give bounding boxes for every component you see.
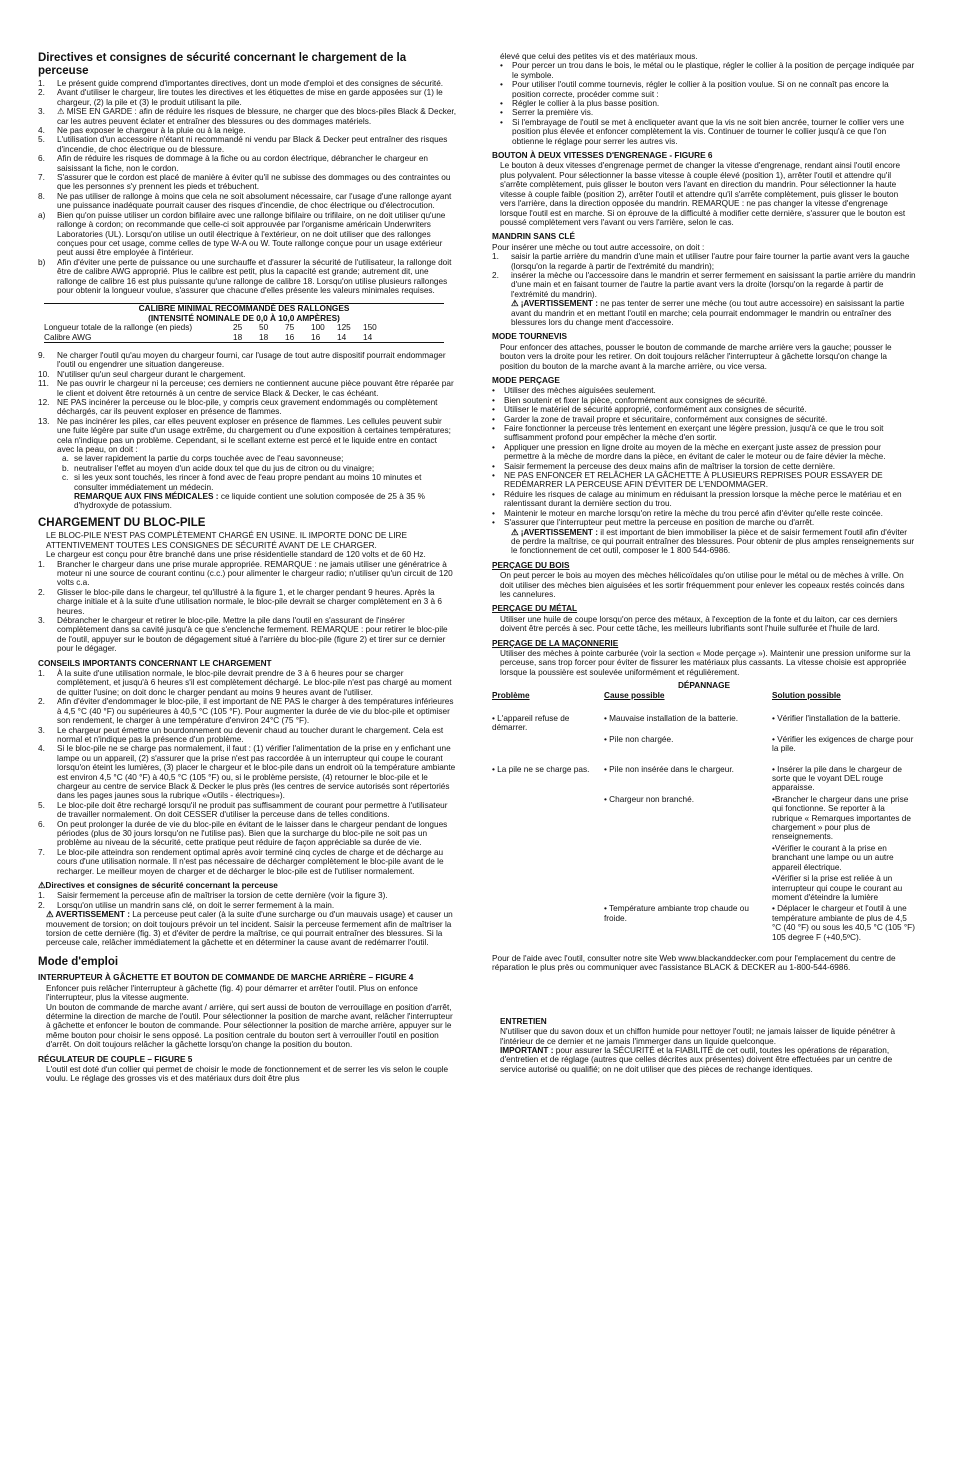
table-cell: 25 [233, 323, 243, 333]
troubleshooting-title: DÉPANNAGE [677, 681, 731, 691]
item-text: Ne charger l'outil qu'au moyen du chargeur fourni, car l'usage de tout autre dispositif pourrait endommager l'outil ou engendrer une situation dangereuse. [57, 350, 446, 370]
item-number: 1. [38, 559, 45, 569]
screwdriver-title: MODE TOURNEVIS [492, 332, 568, 342]
item-number: b. [62, 463, 69, 473]
bullet-icon: • [500, 80, 503, 90]
item-text: Glisser le bloc-pile dans le chargeur, tel qu'illustré à la figure 1, et le charger pendant 9 heures. Après la charge initiale et à la suite d'une utilisation normale, le bloc-pile devrait se charger complètement en 3 à 6 heures. [57, 587, 442, 616]
item-text: si les yeux sont touchés, les rincer à fond avec de l'eau propre pendant au moins 10 minutes et consulter immédiatement un médecin. [74, 473, 422, 492]
drilling-bullets [492, 386, 916, 527]
list-item [38, 398, 456, 417]
torque-paragraph: L'outil est doté d'un collier qui permet de choisir le mode de fonctionnement et de serrer les vis selon le couple voulu. Le réglage des grosses vis et des matériaux durs doit être plus [46, 1065, 449, 1084]
charging-safety-list [38, 79, 456, 295]
important-label: IMPORTANT : [500, 1045, 554, 1055]
list-item [38, 370, 456, 379]
item-text: se laver rapidement la partie du corps touchée avec de l'eau savonneuse; [74, 454, 344, 464]
bullet-text: Utiliser des mèches aiguisées seulement. [504, 386, 656, 396]
bullet-item [492, 386, 916, 395]
tips-title: CONSEILS IMPORTANTS CONCERNANT LE CHARGEMENT [38, 658, 272, 668]
list-item [38, 588, 456, 616]
bullet-item [492, 415, 916, 424]
row-label: Longueur totale de la rallonge (en pieds) [44, 323, 193, 333]
wood-paragraph: On peut percer le bois au moyen des mèches hélicoïdales qu'on utilise pour le métal ou de mèches à vrille. On doit utiliser des mèches bien aiguisées et les sortir fréquemment pour enlever les copeaux restés coincés dans les cannelures. [500, 571, 905, 599]
bullet-text: Saisir fermement la perceuse des deux mains afin de maîtriser la torsion de cette dernière. [504, 461, 836, 471]
list-item [38, 560, 456, 588]
table-cell: 75 [285, 323, 295, 333]
bullet-icon: • [492, 395, 495, 405]
bullet-icon: • [492, 405, 495, 415]
bullet-item [500, 80, 916, 99]
item-text: NE PAS incinérer la perceuse ou le bloc-pile, y compris ceux gravement endommagés ou complètement déchargés, car ils peuvent exploser en présence de flammes. [57, 398, 438, 417]
warning-label: ⚠ ¡AVERTISSEMENT : [511, 527, 598, 537]
charging-safety-title: Directives et consignes de sécurité concernant le chargement de la perceuse [38, 52, 407, 77]
list-item [38, 801, 456, 820]
bullet-icon: • [492, 518, 495, 528]
bullet-item [500, 118, 916, 146]
item-number: 4. [38, 126, 45, 136]
solution-cell: • Insérer la pile dans le chargeur de sorte que le voyant DEL rouge apparaisse. [772, 764, 902, 793]
list-item [38, 820, 456, 848]
item-text: À la suite d'une utilisation normale, le bloc-pile devrait prendre de 3 à 6 heures pour se charger complètement, et jusqu'à 6 heures s'il est complètement déchargé. Le bloc-pile n'est pas chargé au moment de quitter l'usine; on doit donc le charger pendant au moins 9 heures avant de l'utiliser. [57, 669, 452, 697]
chuck-intro: Pour insérer une mèche ou tout autre accessoire, on doit : [492, 242, 705, 252]
bullet-item [492, 490, 916, 509]
bullet-item [492, 471, 916, 490]
chuck-steps [492, 252, 916, 299]
list-item [38, 669, 456, 697]
cause-cell: • Mauvaise installation de la batterie. [604, 714, 739, 723]
metal-paragraph: Utiliser une huile de coupe lorsqu'on perce des métaux, à l'exception de la fonte et du laiton, car ces derniers doivent être percés à sec. Pour cette tâche, les meilleurs lubrifiants sont l'huile sulfurée et l'huile de lard. [500, 614, 898, 634]
item-text: On peut prolonger la durée de vie du bloc-pile en évitant de le laisser dans le chargeur pendant de longues périodes (plus de 30 jours lorsqu'on ne l'utilise pas). Bien que la surcharge du bloc-pile ne soit pas un problème au niveau de la sécurité, cette pratique peut réduire de façon appréciable sa durée de vie. [57, 819, 448, 848]
medical-note [38, 492, 456, 511]
list-item [492, 271, 916, 299]
bullet-icon: • [492, 508, 495, 518]
table-cell: 125 [337, 323, 351, 333]
wood-title: PERÇAGE DU BOIS [492, 560, 570, 570]
item-text: ⚠ MISE EN GARDE : afin de réduire les risques de blessure, ne charger que des blocs-piles Black & Decker, car les autres peuvent éclater et entraîner des blessures ou des dommages matériels. [57, 107, 456, 126]
item-text: Le bloc-pile atteindra son rendement optimal après avoir terminé cinq cycles de charge et de décharge au cours d'une utilisation normale. Il n'est pas nécessaire de décharger complètement le bloc-pile avant de le recharger. Le meilleur moyen de charger et de décharger le bloc-pile est de l'utiliser normalement. [57, 847, 444, 876]
table-cell: 18 [259, 332, 269, 342]
bullet-item [500, 61, 916, 80]
bullet-text: Appliquer une pression en ligne droite au moyen de la mèche en exerçant juste assez de pression pour permettre à la mèche de mordre dans la pièce, en évitant de caler le moteur ou de faire dévier la mèche. [504, 442, 886, 462]
item-number: 11. [38, 379, 49, 389]
list-item [38, 351, 456, 370]
item-number: 13. [38, 416, 50, 426]
table-row [44, 333, 444, 342]
item-text: Afin d'éviter une perte de puissance ou une surchauffe et d'assurer la sécurité de l'utilisateur, la rallonge doit être de calibre AWG approprié. Plus le calibre est petit, plus la capacité est grande; autrement dit, une rallonge de calibre 16 est plus puissante qu'une rallonge de calibre 18. Lorsqu'on utilise plusieurs rallonges pour obtenir la longueur voulue, s'assurer que chacune d'elles présente les valeurs minimales requises. [57, 257, 452, 295]
bullet-text: Utiliser le matériel de sécurité approprié, conformément aux consignes de sécurité. [504, 405, 807, 415]
bullet-text: Si l'embrayage de l'outil se met à encliqueter avant que la vis ne soit bien ancrée, tourner le collier vers une position plus élevée et enfoncer complètement la vis. Continuer de tourner le collier jusqu'à ce que l'on obtienne le réglage pour serrer les autres vis. [512, 117, 905, 146]
item-number: 10. [38, 369, 50, 379]
list-item [38, 697, 456, 725]
item-number: b) [38, 257, 46, 267]
right-column [492, 52, 916, 1074]
item-text: Ne pas utiliser de rallonge à moins que cela ne soit absolument nécessaire, car l'usage d'une rallonge ayant une puissance inadéquate pourrait causer des risques d'incendie, de choc électrique ou d'électrocution. [57, 191, 452, 211]
list-item [38, 848, 456, 876]
table-cell: 50 [259, 323, 269, 333]
warning-label: ⚠ ¡AVERTISSEMENT : [511, 299, 598, 309]
skin-contact-steps [38, 454, 456, 492]
item-number: 9. [38, 350, 45, 360]
left-column [38, 52, 456, 1084]
bullet-item [492, 424, 916, 443]
bullet-text: Maintenir le moteur en marche lorsqu'on retire la mèche du trou percé afin d'éviter qu'elle reste coincée. [504, 508, 883, 518]
solution-cell: • Déplacer le chargeur et l'outil à une température ambiante de plus de 4,5 °C (40 °F) ou sous les 40,5 °C (105 °F) 105 degree F (+40,5ºC). [772, 904, 915, 942]
table-cell: 18 [233, 332, 243, 342]
col-solution: Solution possible [772, 690, 841, 700]
list-item [38, 464, 456, 473]
maintenance-title: ENTRETIEN [500, 1016, 547, 1026]
list-item [38, 211, 456, 258]
item-number: 5. [38, 800, 45, 810]
item-number: 2. [38, 900, 45, 910]
item-text: saisir la partie arrière du mandrin d'une main et utiliser l'autre pour faire tourner la partie avant vers la gauche (lorsqu'on la regarde à partir de l'extrémité du mandrin); [511, 252, 910, 271]
torque-bullets [492, 61, 916, 146]
list-item [492, 252, 916, 271]
cause-cell: • Chargeur non branché. [604, 794, 695, 804]
bullet-item [492, 405, 916, 414]
cause-cell: • Température ambiante trop chaude ou froide. [604, 904, 749, 923]
list-item [38, 154, 456, 173]
item-number: 2. [38, 697, 45, 707]
charging-tips [38, 669, 456, 876]
bullet-item [492, 462, 916, 471]
important-paragraph [492, 1046, 916, 1074]
item-number: a. [62, 454, 69, 464]
list-item [38, 107, 456, 126]
bullet-icon: • [492, 386, 495, 396]
item-text: Le bloc-pile doit être rechargé lorsqu'il ne produit pas suffisamment de courant pour permettre à l'utilisateur de travailler normalement. On doit CESSER d'utiliser la perceuse dans de telles conditions. [57, 800, 448, 820]
item-number: 5. [38, 135, 45, 145]
problem-cell: • L'appareil refuse de démarrer. [492, 714, 570, 733]
warning-paragraph [38, 910, 456, 948]
item-text: Le présent guide comprend d'importantes directives, dont un mode d'emploi et des consignes de sécurité. [57, 79, 444, 88]
table-cell: 14 [337, 332, 347, 342]
bullet-item [492, 396, 916, 405]
drill-safety-list [38, 891, 456, 910]
bullet-icon: • [492, 414, 495, 424]
bullet-text: Bien soutenir et fixer la pièce, conformément aux consignes de sécurité. [504, 395, 768, 405]
item-text: S'assurer que le cordon est placé de manière à éviter qu'il ne subisse des dommages ou des contraintes ou que les personnes s'y prennent les pieds et trébuchent. [57, 173, 451, 192]
masonry-paragraph: Utiliser des mèches à pointe carburée (voir la section « Mode perçage »). Maintenir une pression uniforme sur la perceuse, sans trop forcer pour éviter de fissurer les matériaux plus cassants. La vitesse choisie est appropriée lorsque la poussière est soulevée uniformément et régulièrement. [500, 648, 911, 677]
maintenance-paragraph: N'utiliser que du savon doux et un chiffon humide pour nettoyer l'outil; ne jamais laisser de liquide pénétrer à l'intérieur de ce dernier et ne jamais l'immerger dans un liquide quelconque. [500, 1027, 896, 1046]
solution-cell: • Vérifier l'installation de la batterie. [772, 714, 901, 723]
item-text: Saisir fermement la perceuse afin de maîtriser la torsion de cette dernière (voir la figure 3). [57, 891, 388, 901]
bullet-item [500, 108, 916, 117]
list-item [38, 891, 456, 900]
help-paragraph: Pour de l'aide avec l'outil, consulter notre site Web www.blackanddecker.com pour l'emplacement du centre de réparation le plus près ou communiquer avec l'assistance BLACK & DECKER au 1-800-544-6986. [492, 953, 896, 973]
table-cell: 100 [311, 323, 325, 333]
item-number: 7. [38, 173, 45, 183]
list-item [38, 135, 456, 154]
bullet-icon: • [500, 117, 503, 127]
operation-title: Mode d'emploi [38, 955, 119, 968]
list-item [38, 192, 456, 211]
list-item [38, 258, 456, 296]
reverse-paragraph: Un bouton de commande de marche avant / arrière, qui sert aussi de bouton de verrouillage en position d'arrêt, détermine la direction de marche de l'outil. Pour sélectionner la position de marche avant, relâcher l'interrupteur à gâchette et enfoncer le bouton de commande. Pour sélectionner la position de marche arrière, appuyer sur le même bouton pour choisir le sens opposé. La position centrale du bouton sert à verrouiller l'outil en position d'arrêt. On doit toujours relâcher la gâchette lorsqu'on change la position du bouton. [46, 1002, 453, 1050]
item-number: 8. [38, 191, 45, 201]
list-item [38, 79, 456, 88]
table-cell: 16 [285, 332, 295, 342]
bullet-icon: • [492, 471, 495, 481]
warning-label: ⚠ AVERTISSEMENT : [46, 910, 130, 920]
bullet-text: Pour percer un trou dans le bois, le métal ou le plastique, régler le collier à la position de perçage indiquée par le symbole. [512, 61, 915, 80]
bullet-icon: • [500, 108, 503, 118]
item-text: Brancher le chargeur dans une prise murale appropriée. REMARQUE : ne jamais utiliser une génératrice à moteur ni une source de courant continu (c.c.) pour alimenter le chargeur radio; n'utiliser qu'un circuit de 120 volts c.a. [57, 559, 453, 588]
bullet-text: Pour utiliser l'outil comme tournevis, régler le collier à la position voulue. Si on ne connaît pas encore la position correcte, procéder comme suit : [512, 80, 889, 99]
list-item [38, 901, 456, 910]
row-label: Calibre AWG [44, 332, 92, 342]
masonry-title: PERÇAGE DE LA MAÇONNERIE [492, 638, 619, 648]
table-cell: 16 [311, 332, 321, 342]
list-item [38, 417, 456, 455]
item-text: insérer la mèche ou l'accessoire dans le mandrin et serrer fermement en saisissant la partie arrière du mandrin d'une main et en faisant tourner de l'autre la partie avant vers la droite (lorsqu'on la regarde à partir de l'extrémité du mandrin). [511, 270, 916, 299]
item-text: Débrancher le chargeur et retirer le bloc-pile. Mettre la pile dans l'outil en s'assurant de l'insérer complètement dans sa cavité jusqu'à ce que s'enclenche fermement. REMARQUE : pour retirer le bloc-pile de l'outil, appuyer sur le bouton de dégagement situé à l'arrière du bloc-pile (figure 2) et tirer sur ce dernier pour le dégager. [57, 616, 448, 654]
item-text: Si le bloc-pile ne se charge pas normalement, il faut : (1) vérifier l'alimentation de la prise en y enfichant une lampe ou un appareil, (2) s'assurer que la prise n'est pas raccordée à un interrupteur qui coupe le courant lorsqu'on éteint les lumières, (3) placer le chargeur et le bloc-pile dans un endroit où la température ambiante est environ 4,5 °C (40 °F) à 40,5 °C (105 °F) ou, si le problème persiste, (4) retourner le bloc-pile et le chargeur au centre de service Black & Decker le plus près (les centres de service autorisés sont répertoriés dans les pages jaunes sous la rubrique «Outils - électriques»). [57, 744, 456, 801]
item-number: 3. [38, 616, 45, 626]
bullet-icon: • [500, 61, 503, 71]
bullet-text: Réduire les risques de calage au minimum en réduisant la pression lorsque la mèche perce le matériau et en ralentissant durant la dernière section du trou. [504, 489, 902, 509]
item-number: 2. [38, 587, 45, 597]
bullet-icon: • [492, 461, 495, 471]
problem-cell: • La pile ne se charge pas. [492, 764, 590, 774]
bullet-text: NE PAS ENFONCER ET RELÂCHER LA GÂCHETTE À PLUSIEURS REPRISES POUR ESSAYER DE REDÉMARRER LA PERCEUSE AFIN D'ÉVITER DE L'ENDOMMAGER. [504, 471, 883, 490]
table-row [44, 323, 444, 332]
drilling-title: MODE PERÇAGE [492, 376, 560, 385]
drilling-warning [492, 528, 916, 556]
table-cell: 14 [363, 332, 373, 342]
item-text: Afin d'éviter d'endommager le bloc-pile, il est important de NE PAS le charger à des températures inférieures à 4,5 °C (40 °F) ou supérieures à 40,5 °C (105 °F). Pour augmenter la durée de vie du bloc-pile et optimiser son rendement, le charger à une température d'environ 24°C (75 °F). [57, 697, 454, 726]
list-item [38, 616, 456, 654]
list-item [38, 726, 456, 745]
item-number: 6. [38, 819, 45, 829]
screwdriver-paragraph: Pour enfoncer des attaches, pousser le bouton de commande de marche arrière vers la gauche; pousser le bouton vers la droite pour les retirer. On doit toujours relâcher l'interrupteur à gâchette lorsqu'on change la position du bouton de la marche avant à la marche arrière, ou vice versa. [500, 342, 892, 371]
item-text: Ne pas ouvrir le chargeur ni la perceuse; ces derniers ne contiennent aucune pièce pouvant être réparée par le client et doivent être retournés à un centre de service Black & Decker, le cas échéant. [57, 379, 454, 398]
list-item [38, 379, 456, 398]
bullet-text: Serrer la première vis. [512, 108, 594, 118]
bullet-icon: • [492, 442, 495, 452]
item-number: 1. [492, 252, 499, 262]
trigger-paragraph: Enfoncer puis relâcher l'interrupteur à gâchette (fig. 4) pour démarrer et arrêter l'outil. Plus on enfonce l'interrupteur, plus la vitesse augmente. [46, 983, 418, 1003]
table-title: CALIBRE MINIMAL RECOMMANDÉ DES RALLONGES [138, 304, 350, 314]
col-cause: Cause possible [604, 690, 665, 700]
warning-text: La perceuse peut caler (à la suite d'une surcharge ou d'un mauvais usage) et causer un mouvement de torsion; on doit toujours prévoir un tel incident. Saisir la perceuse fermement afin de maîtriser la torsion de cette dernière (fig. 3) et d'éviter de perdre la maîtrise, ce qui pourrait entraîner des blessures. Si la perceuse cale, relâcher immédiatement la gâchette et en déterminer la cause avant de redémarrer l'outil. [46, 910, 453, 948]
item-text: Avant d'utiliser le chargeur, lire toutes les directives et les étiquettes de mise en garde apposées sur (1) le chargeur, (2) la pile et (3) le produit utilisant la pile. [57, 88, 443, 107]
item-text: Ne pas exposer le chargeur à la pluie ou à la neige. [57, 126, 246, 136]
table-subtitle: (INTENSITÉ NOMINALE DE 0,0 À 10,0 AMPÈRES) [148, 313, 340, 323]
bullet-item [492, 443, 916, 462]
item-number: 1. [38, 891, 45, 901]
speed-button-paragraph: Le bouton à deux vitesses d'engrenage permet de changer la vitesse d'engrenage, rendant ainsi l'outil encore plus polyvalent. Pour sélectionner la basse vitesse à couple élevé (position 1), arrêter l'outil et attendre qu'il s'arrête complètement, puis glisser le bouton vers l'avant en direction du mandrin. Pour sélectionner la haute vitesse à couple faible (position 2), arrêter l'outil et attendre qu'il s'arrête complètement, puis glisser le bouton vers l'arrière, dans la direction opposée du mandrin. REMARQUE : ne pas changer la vitesse d'engrenage lorsque l'outil est en marche. Si on éprouve de la difficulté à modifier cette dernière, s'assurer que le bouton est poussé complètement vers l'avant ou vers l'arrière, selon le cas. [500, 161, 906, 227]
cause-cell: • Pile non insérée dans le chargeur. [604, 764, 734, 774]
torque-continued: élevé que celui des petites vis et des matériaux mous. [500, 52, 698, 61]
item-number: 1. [38, 79, 45, 88]
bullet-item [500, 99, 916, 108]
solution-cell: •Vérifier si la prise est reliée à un interrupteur qui coupe le courant au moment d'éteindre la lumière [772, 874, 903, 902]
item-text: Ne pas incinérer les piles, car elles peuvent exploser en présence de flammes. Les cellules peuvent subir une fuite légère par suite d'un usage extrême, du chargement ou d'une exposition à certaines températures; cela n'indique pas un problème. Cependant, si le scellant externe est percé et le liquide entre en contact avec la peau, on doit : [57, 416, 451, 455]
list-item [38, 744, 456, 800]
list-item [38, 173, 456, 192]
cause-cell: • Pile non chargée. [604, 734, 674, 744]
item-number: 6. [38, 154, 45, 164]
item-text: Bien qu'on puisse utiliser un cordon bifilaire avec une rallonge bifilaire ou trifilaire, on ne doit utiliser qu'une rallonge à cordon; on recommande que celle-ci soit approuvée par l'organisme américain Underwriters Laboratories (UL). Lorsqu'on utilise un outil électrique à l'extérieur, on ne doit utiliser que des rallonges conçues pour cet usage, comme celles de type W-A ou W. Toute rallonge conçue pour un usage extérieur peut aussi être employée à l'intérieur. [57, 210, 446, 258]
list-item [38, 88, 456, 107]
metal-title: PERÇAGE DU MÉTAL [492, 604, 578, 614]
list-item [38, 454, 456, 463]
item-text: neutraliser l'effet au moyen d'un acide doux tel que du jus de citron ou du vinaigre; [74, 463, 375, 473]
warning-text: ne pas tenter de serrer une mèche (ou tout autre accessoire) en saisissant la partie avant du mandrin et en mettant l'outil en marche; cela pourrait endommager le mandrin ou entraîner des blessures lors du change ment d'accessoire. [511, 299, 905, 327]
torque-title: RÉGULATEUR DE COUPLE – FIGURE 5 [38, 1054, 193, 1064]
item-number: 2. [38, 88, 45, 98]
bullet-icon: • [492, 489, 495, 499]
chuck-warning [492, 299, 916, 327]
item-number: 3. [38, 725, 45, 735]
warning-text: il est important de bien immobiliser la pièce et de saisir fermement l'outil afin d'éviter de perdre la maîtrise, ce qui pourrait entraîner des blessures. Pour obtenir de plus amples renseignements sur le fonctionnement de cet outil, composer le 1 800 544-6986. [511, 527, 915, 556]
trigger-title: INTERRUPTEUR À GÂCHETTE ET BOUTON DE COMMANDE DE MARCHE ARRIÈRE – FIGURE 4 [38, 973, 414, 983]
item-number: a) [38, 210, 46, 220]
chuck-title: MANDRIN SANS CLÉ [492, 232, 575, 242]
bullet-item [492, 518, 916, 527]
medical-note-label: REMARQUE AUX FINS MÉDICALES : [74, 492, 219, 502]
item-text: L'utilisation d'un accessoire n'étant ni recommandé ni vendu par Black & Decker peut entraîner des risques d'incendie, de choc électrique ou de blessure. [57, 135, 448, 154]
item-number: 12. [38, 398, 50, 407]
extension-cord-table [44, 303, 444, 343]
medical-note-text: ce liquide contient une solution composée de 25 à 35 % d'hydroxyde de potassium. [74, 492, 425, 511]
troubleshooting-table [492, 681, 916, 944]
item-number: 2. [492, 270, 499, 280]
bullet-icon: • [500, 99, 503, 109]
table-cell: 150 [363, 323, 377, 333]
solution-cell: • Vérifier les exigences de charge pour la pile. [772, 734, 914, 754]
item-number: c. [62, 473, 69, 483]
bullet-text: S'assurer que l'interrupteur peut mettre la perceuse en position de marche ou d'arrêt. [504, 518, 815, 528]
bullet-text: Faire fonctionner la perceuse très lentement en exerçant une légère pression, jusqu'à ce que le trou soit suffisamment profond pour empêcher la mèche d'en sortir. [504, 424, 884, 443]
solution-cell: •Brancher le chargeur dans une prise qui fonctionne. Se reporter à la rubrique « Remarques importantes de chargement » pour plus de renseignements. [772, 794, 911, 842]
item-text: Lorsqu'on utilise un mandrin sans clé, on doit le serrer fermement à la main. [57, 900, 335, 910]
drill-safety-title: ⚠Directives et consignes de sécurité concernant la perceuse [38, 881, 278, 890]
charging-title: CHARGEMENT DU BLOC-PILE [38, 516, 206, 529]
list-item [38, 126, 456, 135]
bullet-icon: • [492, 424, 495, 434]
bullet-item [492, 509, 916, 518]
item-number: 3. [38, 107, 45, 117]
charging-safety-list-2 [38, 351, 456, 454]
item-number: 7. [38, 847, 45, 857]
bullet-text: Garder la zone de travail propre et sécuritaire, conformément aux consignes de sécurité. [504, 414, 828, 424]
item-text: Afin de réduire les risques de dommage à la fiche ou au cordon électrique, débrancher le chargeur en saisissant la fiche, non le cordon. [57, 154, 429, 173]
charging-warning: LE BLOC-PILE N'EST PAS COMPLÈTEMENT CHARGÉ EN USINE. IL IMPORTE DONC DE LIRE ATTENTIVEMENT TOUTES LES CONSIGNES DE SÉCURITÉ AVANT DE LE CHARGER. [46, 531, 407, 550]
charging-voltage: Le chargeur est conçu pour être branché dans une prise résidentielle standard de 120 volts et de 60 Hz. [46, 550, 426, 560]
list-item [38, 473, 456, 492]
col-problem: Problème [492, 690, 530, 700]
solution-cell: •Vérifier le courant à la prise en branchant une lampe ou un autre appareil électrique. [772, 843, 894, 872]
bullet-text: Régler le collier à la plus basse position. [512, 99, 660, 109]
important-text: pour assurer la SÉCURITÉ et la FIABILITÉ de cet outil, toutes les opérations de réparation, d'entretien et de réglage (autres que celles décrites aux présentes) doivent être effectuées par un centre de service autorisé ou qualifié; on ne doit utiliser que des pièces de rechange identiques. [500, 1045, 893, 1074]
item-number: 1. [38, 669, 45, 679]
charging-steps [38, 560, 456, 654]
item-number: 4. [38, 744, 45, 754]
speed-button-title: BOUTON À DEUX VITESSES D'ENGRENAGE - FIGURE 6 [492, 151, 713, 161]
item-text: Le chargeur peut émettre un bourdonnement ou devenir chaud au toucher durant le chargement. Cela est normal et n'indique pas la présence d'un problème. [57, 725, 444, 744]
item-text: N'utiliser qu'un seul chargeur durant le chargement. [57, 369, 246, 379]
